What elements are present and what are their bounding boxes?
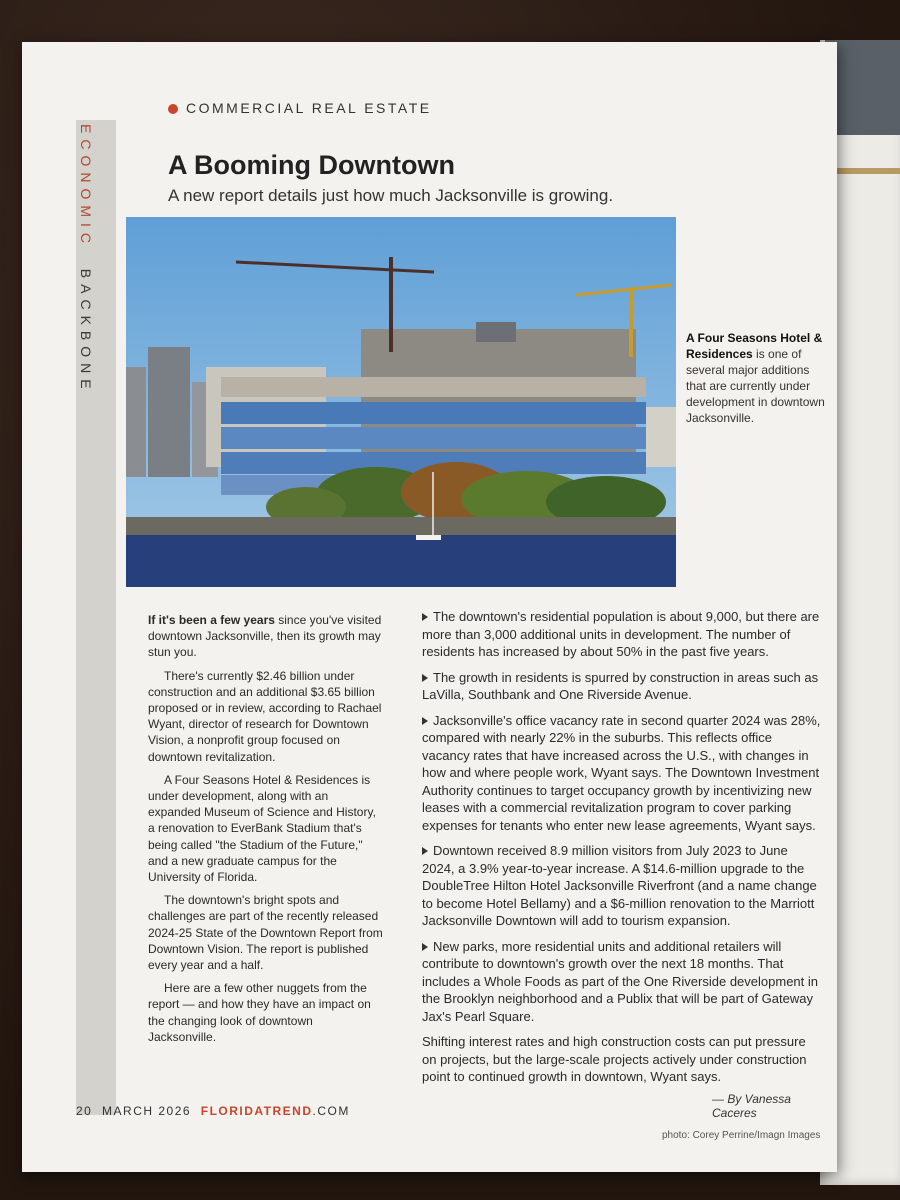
article-column-2: [422, 608, 822, 1094]
bullet-5: [422, 938, 822, 1026]
bullet-2-text: The growth in residents is spurred by construction in areas such as LaVilla, Southbank and One Riverside Avenue.: [422, 669, 819, 702]
closing-paragraph: Shifting interest rates and high construction costs can put pressure on projects, but the large-scale projects actively under construction point to continued growth in downtown, Wyant says.: [422, 1034, 807, 1084]
bullet-3: [422, 712, 822, 835]
byline: — By Vanessa Caceres: [712, 1092, 791, 1120]
bullet-3-text: Jacksonville's office vacancy rate in second quarter 2024 was 28%, compared with nearly 22% in the suburbs. This reflects office vacancy rates that have increased across the U.S., with changes in how and where people work, Wyant says. The Downtown Investment Authority continues to target occupancy growth by incentivizing new leases with a commercial revitalization program to cover parking expenses for tenants who enter new lease agreements, Wyant says.: [422, 712, 821, 833]
sidebar-label-economic: ECONOMIC: [78, 124, 94, 249]
sidebar-label-backbone: BACKBONE: [78, 268, 94, 395]
caption-lead: A Four Seasons Hotel & Residences: [686, 331, 823, 361]
issue-date: MARCH 2026: [102, 1104, 192, 1118]
bullet-2: [422, 669, 822, 704]
triangle-bullet-icon: [422, 717, 428, 725]
photo-caption: [686, 330, 826, 426]
page-number: 20: [76, 1104, 93, 1118]
section-label: COMMERCIAL REAL ESTATE: [186, 100, 432, 116]
headline: A Booming Downtown: [168, 150, 455, 180]
paragraph-5: Here are a few other nuggets from the report — and how they have an impact on the changing look of downtown Jacksonville.: [148, 981, 371, 1044]
paragraph-1-text: since you've visited downtown Jacksonville, then its growth may stun you.: [148, 613, 382, 660]
magazine-page: [22, 42, 837, 1172]
triangle-bullet-icon: [422, 674, 428, 682]
caption-text: is one of several major additions that are currently under development in downtown Jacksonville.: [686, 347, 825, 425]
section-sidebar-label: [78, 124, 94, 395]
next-page-gold-stripe: [828, 168, 900, 174]
paragraph-3: A Four Seasons Hotel & Residences is under development, along with an expanded Museum of Science and History, a renovation to EverBank Stadium that's being called "the Stadium of the Future," and a new graduate campus for the University of Florida.: [148, 772, 376, 885]
triangle-bullet-icon: [422, 847, 428, 855]
bullet-1-text: The downtown's residential population is about 9,000, but there are more than 3,000 additional units in development. The number of residents has increased by about 50% in the past five years.: [422, 609, 820, 659]
magazine-brand: FLORIDATREND: [200, 1104, 313, 1118]
lead-in: If it's been a few years: [148, 613, 275, 627]
paragraph-1: [148, 612, 383, 661]
bullet-4-text: Downtown received 8.9 million visitors from July 2023 to June 2024, a 3.9% year-to-year increase. A $14.6-million upgrade to the DoubleTree Hilton Hotel Jacksonville Riverfront (and a name change to become Hotel Bellamy) and a $6-million renovation to the Marriott Jacksonville Downtown will add to tourism expansion.: [422, 843, 817, 928]
paragraph-2: There's currently $2.46 billion under construction and an additional $3.65 billion proposed or in review, according to Rachael Wyant, director of research for Downtown Vision, a nonprofit group focused on downtown revitalization.: [148, 668, 382, 764]
triangle-bullet-icon: [422, 613, 428, 621]
construction-photo: [126, 217, 676, 587]
bullet-5-text: New parks, more residential units and additional retailers will contribute to downtown's growth over the next 18 months. That includes a Whole Foods as part of the One Riverside development in the Brooklyn neighborhood and a Publix that will be part of Gateway Jax's Pearl Square.: [422, 938, 818, 1024]
bullet-1: [422, 608, 822, 661]
article-column-1: [148, 612, 383, 1052]
bullet-4: [422, 842, 822, 930]
page-folio: [76, 1104, 350, 1118]
dek: A new report details just how much Jacksonville is growing.: [168, 186, 614, 205]
photo-credit: photo: Corey Perrine/Imagn Images: [662, 1130, 821, 1141]
section-header: [168, 100, 432, 116]
triangle-bullet-icon: [422, 943, 428, 951]
paragraph-4: The downtown's bright spots and challenges are part of the recently released 2024-25 State of the Downtown Report from Downtown Vision. The report is published every year and a half.: [148, 893, 383, 973]
section-bullet-icon: [168, 104, 178, 114]
magazine-domain: .COM: [312, 1104, 350, 1118]
